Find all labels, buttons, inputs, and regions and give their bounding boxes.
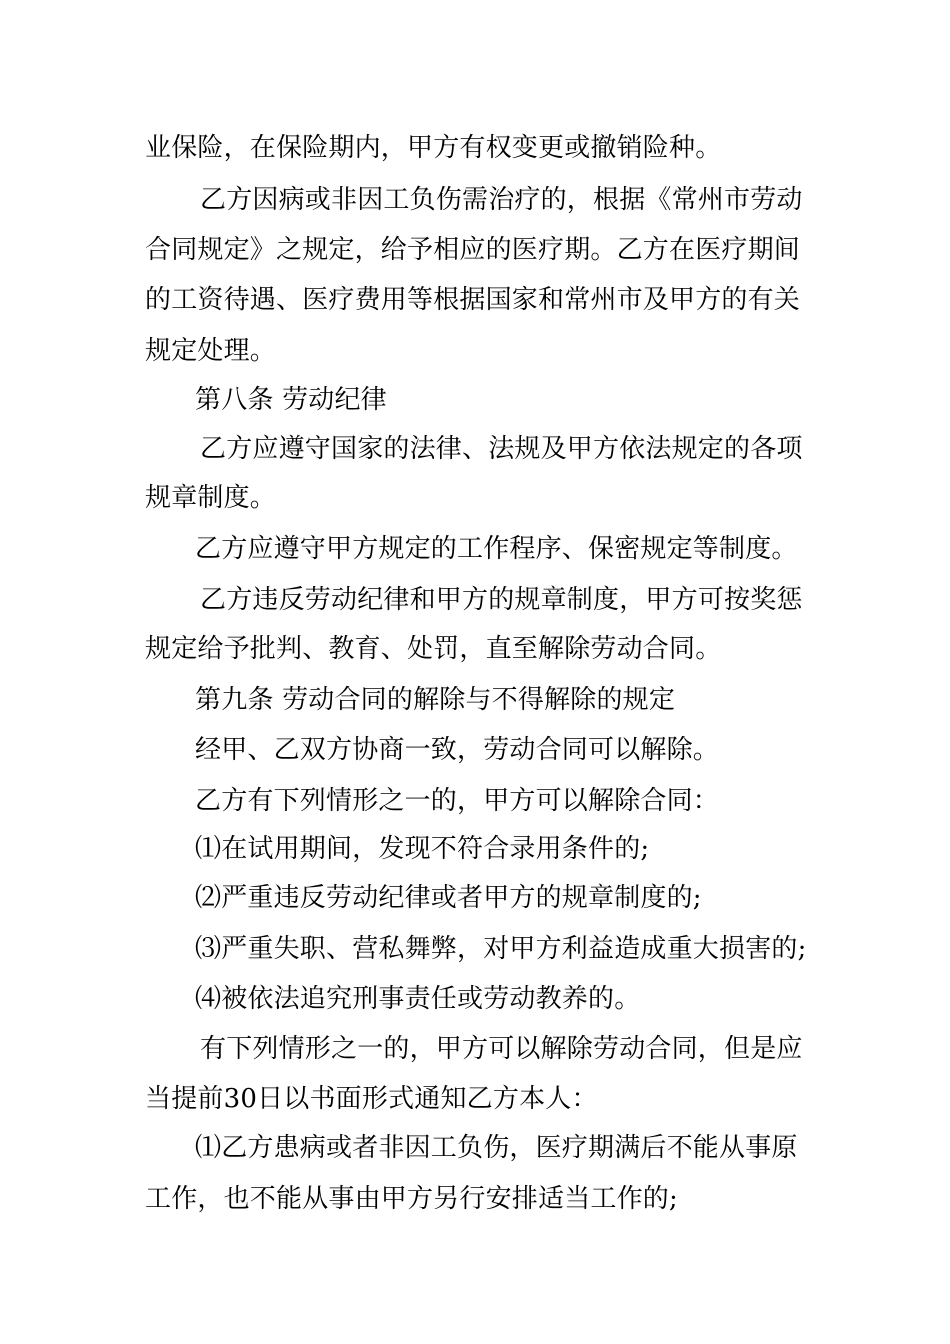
text-line: 当提前30日以书面形式通知乙方本人： (145, 1084, 598, 1114)
text-line: 合同规定》之规定，给予相应的医疗期。乙方在医疗期间 (145, 235, 801, 265)
section-heading: 第八条 劳动纪律 (195, 385, 387, 415)
text-line: 规定给予批判、教育、处罚，直至解除劳动合同。 (145, 634, 722, 664)
list-item: ⑶严重失职、营私舞弊，对甲方利益造成重大损害的; (195, 934, 807, 964)
list-item: ⑷被依法追究刑事责任或劳动教养的。 (195, 984, 641, 1014)
text-line: 经甲、乙双方协商一致，劳动合同可以解除。 (195, 735, 720, 765)
list-item: ⑵严重违反劳动纪律或者甲方的规章制度的; (195, 883, 702, 913)
list-item: ⑴在试用期间，发现不符合录用条件的; (195, 834, 650, 864)
section-heading: 第九条 劳动合同的解除与不得解除的规定 (195, 685, 676, 715)
text-line: 规章制度。 (145, 483, 277, 513)
text-line: 有下列情形之一的，甲方可以解除劳动合同，但是应 (200, 1034, 803, 1064)
text-line: 乙方违反劳动纪律和甲方的规章制度，甲方可按奖惩 (200, 585, 803, 615)
text-line: 的工资待遇、医疗费用等根据国家和常州市及甲方的有关 (145, 285, 801, 315)
text-line: 乙方因病或非因工负伤需治疗的，根据《常州市劳动 (200, 185, 803, 215)
text-line: 乙方应遵守国家的法律、法规及甲方依法规定的各项 (200, 434, 803, 464)
text-line: 乙方有下列情形之一的，甲方可以解除合同： (195, 786, 720, 816)
list-item: ⑴乙方患病或者非因工负伤，医疗期满后不能从事原 (195, 1133, 798, 1163)
text-line: 规定处理。 (145, 336, 277, 366)
text-line: 业保险，在保险期内，甲方有权变更或撤销险种。 (145, 133, 722, 163)
text-line: 乙方应遵守甲方规定的工作程序、保密规定等制度。 (195, 534, 798, 564)
text-line: 工作，也不能从事由甲方另行安排适当工作的; (145, 1184, 678, 1214)
